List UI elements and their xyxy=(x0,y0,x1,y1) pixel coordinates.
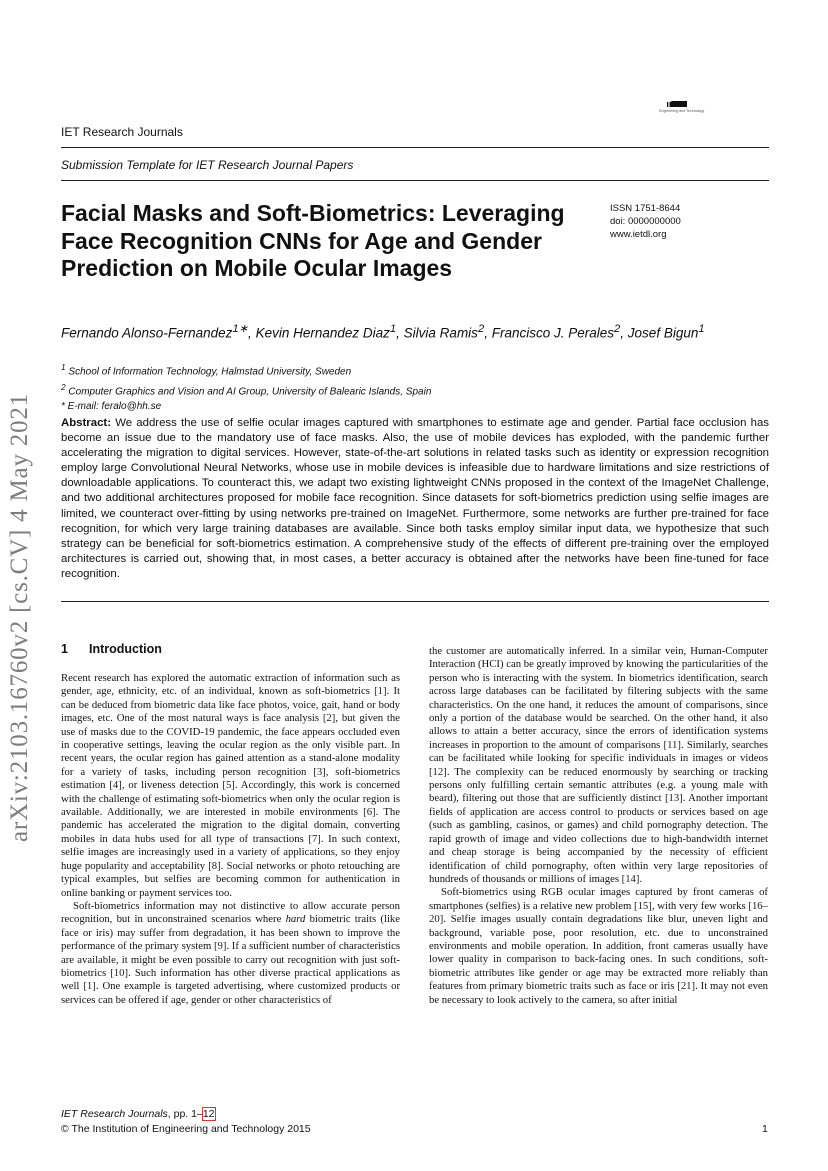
section-heading xyxy=(61,642,162,656)
citation-link[interactable]: [1] xyxy=(374,685,387,698)
author-name: Francisco J. Perales xyxy=(491,325,615,341)
author-name: Silvia Ramis xyxy=(403,325,478,341)
abstract xyxy=(61,416,769,582)
paragraph: Soft-biometrics information may not distinctive to allow accurate person recognition, but in unconstrained scenarios where hard biometric traits (like face or iris) may suffer from degradation, it has been shown to improve the performance of the primary system [9]. If a sufficient number of characteristics are available, it might be even possible to carry out recognition with just soft-biometrics [10]. Such information has other diverse practical applications as well [1]. One example is targeted advertising, where customized products or services can be offered if age, gender or other characteristics of xyxy=(61,899,401,1006)
author-affiliation: 1 xyxy=(698,323,705,335)
author-name: Josef Bigun xyxy=(627,325,699,341)
citation-link[interactable]: [3] xyxy=(313,765,326,778)
paragraph: Recent research has explored the automatic extraction of information such as gender, age, ethnicity, etc. of an individual, known as soft-biometrics [1]. It can be deduced from biometric data like face photos, voice, gait, hand or body images, etc. One of the most natural ways is face analysis [2], but given the use of masks due to the COVID-19 pandemic, the face appears occluded even in cooperative settings, leaving the ocular region as the only visible part. In recent years, the ocular region has gained attention as a stand-alone modality for a variety of tasks, including person recognition [3], soft-biometrics estimation [4], or liveness detection [5]. Accordingly, this work is concerned with the challenge of estimating soft-biometrics when only the ocular region is available. Additionally, we are interested in mobile environments [6]. The pandemic has accelerated the migration to the digital domain, converting mobiles in data hubs used for all type of transactions [7]. In such context, selfie images are increasingly used in a variety of applications, so they enjoy huge popularity and acceptability [8]. Social networks or photo retouching are typical examples, but selfies are becoming common for authentication in online banking or payment services too. xyxy=(61,672,401,899)
arxiv-identifier: arXiv:2103.16760v2 [cs.CV] 4 May 2021 xyxy=(6,393,33,842)
affiliation-1: $^1$ School of Information Technology, Halmstad University, Sweden xyxy=(61,362,352,378)
logo-text: IET xyxy=(659,100,672,109)
footer-copyright: © The Institution of Engineering and Technology 2015 xyxy=(61,1123,311,1135)
iet-logo xyxy=(659,100,705,117)
abstract-text: We address the use of selfie ocular images captured with smartphones to estimate age and gender. Partial face occlusion has become an issue due to the mandatory use of face masks. Also, the use of mobile devices has exploded, with the pandemic further accelerating the migration to digital services. However, state-of-the-art solutions in related tasks such as identity or expression recognition employ large Convolutional Neural Networks, whose use in mobile devices is infeasible due to hardware limitations and size restrictions of downloadable applications. To counteract this, we adapt two existing lightweight CNNs proposed in the context of the ImageNet Challenge, and two additional architectures proposed for mobile face recognition. Since datasets for soft-biometrics prediction using selfie images are limited, we counteract over-fitting by using networks pre-trained on ImageNet. Furthermore, some networks are further pre-trained for face recognition, for which very large training databases are available. Since both tasks employ similar input data, we hypothesize that such strategy can be beneficial for soft-biometrics estimation. A comprehensive study of the effects of different pre-training over the employed architectures is carried out, showing that, in most cases, a better accuracy is obtained after the networks have been fine-tuned for face recognition. xyxy=(61,417,769,580)
right-column xyxy=(429,645,768,1007)
template-subtitle: Submission Template for IET Research Journal Papers xyxy=(61,158,354,172)
citation-link[interactable]: [8] xyxy=(208,859,221,872)
citation-link[interactable]: [2] xyxy=(322,712,336,725)
author-affiliation: 1∗ xyxy=(232,323,249,335)
journal-url[interactable]: www.ietdl.org xyxy=(610,229,667,240)
left-column xyxy=(61,672,400,1007)
author-affiliation: 2 xyxy=(477,323,485,335)
section-title: Introduction xyxy=(89,642,162,656)
journal-name: IET Research Journals xyxy=(61,125,183,139)
citation-link[interactable]: [11] xyxy=(663,738,681,751)
affiliation-2: $^2$ Computer Graphics and Vision and AI Group, University of Balearic Islands, Spain xyxy=(61,381,432,398)
citation-link[interactable]: [14] xyxy=(621,872,640,885)
citation-link[interactable]: [7] xyxy=(308,832,321,845)
doi: doi: 0000000000 xyxy=(610,216,681,227)
corresponding-email[interactable]: * E-mail: feralo@hh.se xyxy=(61,400,162,412)
citation-link[interactable]: [6] xyxy=(363,806,376,819)
citation-link[interactable]: [12] xyxy=(429,765,447,778)
author-name: Kevin Hernandez Diaz xyxy=(255,325,390,341)
issn-block xyxy=(610,202,681,241)
issn: ISSN 1751-8644 xyxy=(610,203,681,214)
citation-link[interactable]: [13] xyxy=(664,792,683,805)
citation-link[interactable]: [10] xyxy=(110,966,129,979)
section-number: 1 xyxy=(61,642,68,656)
citation-link[interactable]: [21] xyxy=(677,980,696,993)
logo-tagline: Engineering and Technology xyxy=(659,109,705,113)
page-count-link[interactable]: 12 xyxy=(202,1108,215,1120)
author-list: Fernando Alonso-Fernandez$^{1∗}$, Kevin Hernandez Diaz$^1$, Silvia Ramis$^2$, Francisco J. Perales$^2$, Josef Bigun$^1$ xyxy=(61,323,705,341)
author-affiliation: 1 xyxy=(389,323,397,335)
abstract-label: Abstract: xyxy=(61,417,112,429)
abstract-rule xyxy=(61,601,769,602)
page-number: 1 xyxy=(762,1123,768,1135)
citation-link[interactable]: [9] xyxy=(213,940,227,953)
citation-link[interactable]: [4] xyxy=(109,779,122,792)
paragraph: the customer are automatically inferred. In a similar vein, Human-Computer Interaction (HCI) can be greatly improved by knowing the particularities of the person who is interacting with the system. In biometrics identification, search across large databases can be facilitated by filtering subjects with the same characteristics. On the one hand, it reduces the amount of comparisons, since only a portion of the database would be searched. On the other hand, it also allows to attain a better accuracy, since the errors of identification systems increases in proportion to the amount of comparisons [11]. Similarly, searches can be facilitated while looking for specific individuals in images or videos [12]. The complexity can be reduced enormously by searching or tracking persons only fulfilling certain semantic attributes (e.g. a young male with beard), filtering out those that are sufficiently distinct [13]. Another important fields of application are access control to products or services based on age (such as gambling, casinos, or games) and child pornography detection. The rapid growth of image and video collections due to high-bandwidth internet and cheap storage is being accompanied by the necessity of efficient identification of child pornography, often within very large repositories of hundreds of thousands or millions of images [14]. xyxy=(429,645,768,885)
citation-link[interactable]: [15] xyxy=(634,899,652,912)
author-affiliation: 2 xyxy=(614,323,621,335)
header-rule xyxy=(61,147,769,148)
affiliations xyxy=(61,360,431,414)
paragraph: Soft-biometrics using RGB ocular images captured by front cameras of smartphones (selfies) is a relative new problem [15], with very few works [16–20]. Selfie images usually contain degradations like blur, uneven light and background, variable pose, poor resolution, etc. due to unconstrained environments and mobile operation. In addition, front cameras usually have lower quality in comparison to back-facing ones. In such conditions, soft-biometric attributes like gender or age may be extracted more reliably than features from primary biometric traits such as face or iris [21]. It may not even be necessary to look actively to the camera, so after initial xyxy=(429,886,768,1006)
author-name: Fernando Alonso-Fernandez xyxy=(61,325,233,341)
citation-link[interactable]: [5] xyxy=(222,779,235,792)
citation-link[interactable]: [1] xyxy=(83,980,96,993)
paper-title: Facial Masks and Soft-Biometrics: Leveraging Face Recognition CNNs for Age and Gender Prediction on Mobile Ocular Images xyxy=(61,200,565,281)
title-rule xyxy=(61,180,769,181)
citation-link[interactable]: [16–20] xyxy=(429,899,768,926)
footer-journal: IET Research Journals, pp. 1–12 xyxy=(61,1108,215,1120)
